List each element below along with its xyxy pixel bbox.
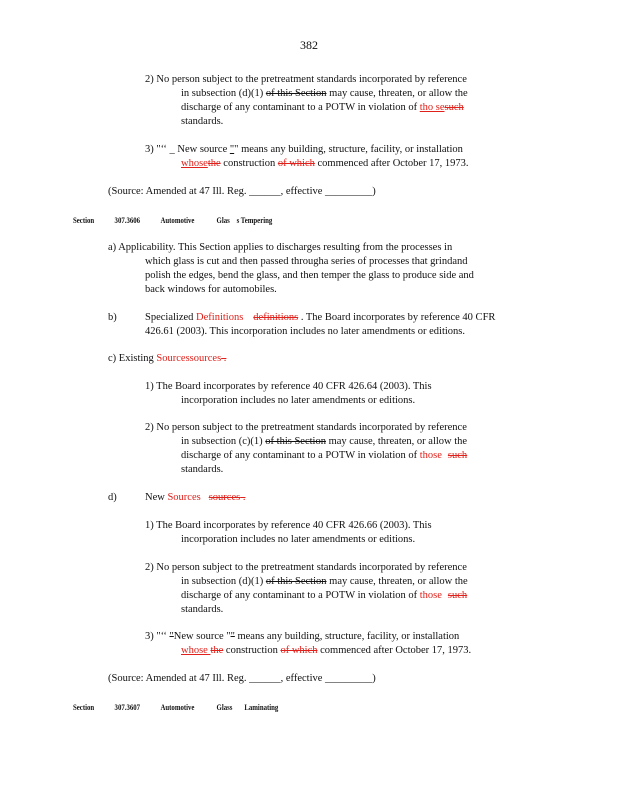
p1-text: may cause, threaten, or allow the — [326, 88, 468, 99]
a-line-1: a) Applicability. This Section applies to discharges resulting from the processes in — [108, 242, 453, 253]
c2-line-2 — [181, 435, 467, 449]
section-title: Automotive — [160, 216, 195, 225]
c2-deleted-text: of this Section — [265, 436, 326, 447]
c-deleted-text: . — [221, 353, 227, 364]
source-note-2: (Source: Amended at 47 Ill. Reg. ______, effective _________) — [108, 673, 376, 684]
section-title: Glas — [216, 216, 230, 225]
d3-text: construction — [223, 645, 281, 656]
d-text: New — [145, 492, 168, 503]
d-inserted-text: Sources — [167, 492, 201, 503]
d-deleted-text: . — [240, 492, 246, 503]
section-number: 307.3606 — [114, 216, 141, 225]
p1-line-3 — [181, 101, 464, 115]
section-title: Glass — [216, 703, 233, 712]
d3-deleted-text: the — [210, 645, 224, 656]
p2-text: commenced after October 17, 1973. — [314, 158, 469, 169]
section-title: Automotive — [160, 703, 195, 712]
d2-text: may cause, threaten, or allow the — [326, 576, 468, 587]
c-inserted-text: Sourcessources — [156, 353, 222, 364]
d3-line-2 — [181, 644, 471, 658]
a-line-3: polish the edges, bend the glass, and then temper the glass to produce side and — [145, 270, 474, 281]
section-heading-1 — [73, 214, 272, 228]
p1-line-2 — [181, 87, 468, 101]
d1-line-2: incorporation includes no later amendments or editions. — [181, 534, 416, 545]
p2-text: " means any building, structure, facility, or installation — [234, 144, 463, 155]
p2-line-2 — [181, 157, 469, 171]
d2-line-2 — [181, 575, 468, 589]
section-heading-2 — [73, 701, 278, 715]
c-line-1 — [108, 352, 226, 366]
p1-deleted-text: such — [444, 102, 464, 113]
d-label: d) — [108, 492, 117, 503]
d3-line-1 — [145, 630, 459, 644]
d3-text: 3) "‘‘ — [145, 631, 170, 642]
section-title: s Tempering — [236, 216, 273, 225]
source-note-1: (Source: Amended at 47 Ill. Reg. ______, effective _________) — [108, 186, 376, 197]
d3-deleted-text: " — [169, 631, 174, 642]
c2-line-3 — [181, 449, 467, 463]
d2-deleted-text: such — [447, 590, 468, 601]
d2-deleted-text: of this Section — [265, 576, 327, 587]
page-number: 382 — [300, 38, 318, 52]
d3-text: New source " — [173, 631, 231, 642]
c2-text: in subsection (c)(1) — [181, 436, 266, 447]
c2-deleted-text: such — [447, 450, 468, 461]
d2-line-1: 2) No person subject to the pretreatment standards incorporated by reference — [145, 562, 467, 573]
d3-text: means any building, structure, facility, or installation — [234, 631, 460, 642]
c-text: c) Existing — [108, 353, 157, 364]
p1-deleted-text: of this Section — [265, 88, 327, 99]
p2-deleted-text: of which — [277, 158, 315, 169]
p2-inserted-text: whose — [181, 158, 208, 169]
b-text: Specialized — [145, 312, 197, 323]
section-number: 307.3607 — [114, 703, 141, 712]
c2-line-4: standards. — [181, 464, 224, 475]
d1-line-1: 1) The Board incorporates by reference 40 CFR 426.66 (2003). This — [145, 520, 432, 531]
p1-line-4: standards. — [181, 116, 224, 127]
section-title: Laminating — [244, 703, 279, 712]
d3-inserted-text: whose — [181, 645, 211, 656]
d2-line-4: standards. — [181, 604, 224, 615]
section-word: Section — [73, 703, 95, 712]
b-text: . The Board incorporates by reference 40 CFR — [298, 312, 496, 323]
d2-text: in subsection (d)(1) — [181, 576, 266, 587]
a-line-4: back windows for automobiles. — [145, 284, 277, 295]
p1-text: in subsection (d)(1) — [181, 88, 266, 99]
section-word: Section — [73, 216, 95, 225]
d3-deleted-text: of which — [280, 645, 318, 656]
b-line-1 — [145, 311, 495, 325]
a-line-2: which glass is cut and then passed througha series of processes that grindand — [145, 256, 468, 267]
c1-line-2: incorporation includes no later amendments or editions. — [181, 395, 416, 406]
b-label: b) — [108, 312, 117, 323]
p2-text: 3) "‘‘ _ New source — [145, 144, 230, 155]
c1-line-1: 1) The Board incorporates by reference 40 CFR 426.64 (2003). This — [145, 381, 432, 392]
p2-inserted-quote: " — [229, 144, 235, 155]
d-line-1 — [145, 491, 245, 505]
c2-text: discharge of any contaminant to a POTW in violation of — [181, 450, 420, 461]
d2-inserted-text: those — [419, 590, 442, 601]
b-line-2: 426.61 (2003). This incorporation includes no later amendments or editions. — [145, 326, 465, 337]
c2-text: may cause, threaten, or allow the — [325, 436, 468, 447]
b-deleted-text: definitions — [253, 312, 299, 323]
p2-deleted-text: the — [207, 158, 221, 169]
p2-text: construction — [220, 158, 278, 169]
p2-line-1 — [145, 143, 463, 157]
c2-line-1: 2) No person subject to the pretreatment standards incorporated by reference — [145, 422, 467, 433]
p1-line-1: 2) No person subject to the pretreatment standards incorporated by reference — [145, 74, 467, 85]
b-inserted-text: Definitions — [196, 312, 244, 323]
d3-text: commenced after October 17, 1973. — [317, 645, 472, 656]
d-deleted-text: sources — [208, 492, 241, 503]
c2-inserted-text: those — [419, 450, 442, 461]
d2-line-3 — [181, 589, 467, 603]
p1-text: discharge of any contaminant to a POTW in violation of — [181, 102, 420, 113]
d3-deleted-text: " — [230, 631, 235, 642]
d2-text: discharge of any contaminant to a POTW in violation of — [181, 590, 420, 601]
p1-inserted-text: tho se — [419, 102, 445, 113]
